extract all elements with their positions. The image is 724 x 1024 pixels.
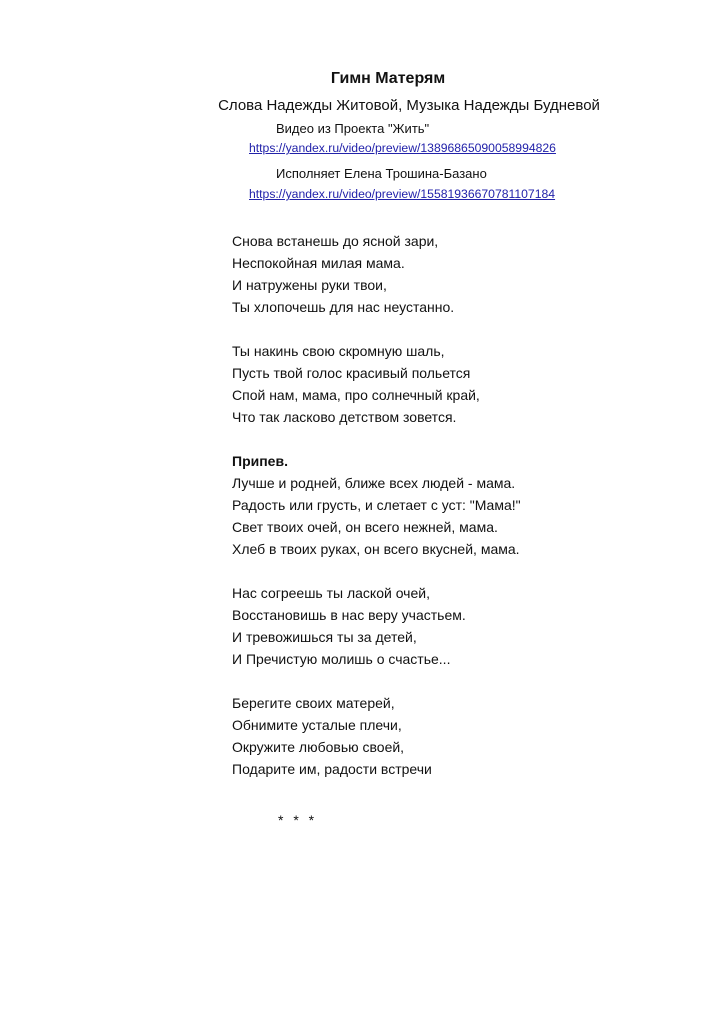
page-title: Гимн Матерям: [330, 70, 446, 87]
lyric-line: Снова встанешь до ясной зари,: [232, 233, 439, 249]
video-label: Видео из Проекта "Жить": [276, 121, 430, 136]
lyric-line: Что так ласково детством зовется.: [232, 409, 457, 425]
lyric-line: И Пречистую молишь о счастье...: [232, 651, 451, 667]
lyric-line: И тревожишься ты за детей,: [232, 629, 417, 645]
section-separator: * * *: [278, 812, 315, 828]
verse-4: [232, 692, 652, 780]
verse-3: [232, 582, 652, 670]
lyric-line: Пусть твой голос красивый польется: [232, 365, 471, 381]
video-link[interactable]: https://yandex.ru/video/preview/13896865090058994826: [249, 141, 556, 155]
verse-1: [232, 230, 652, 318]
lyric-line: Свет твоих очей, он всего нежней, мама.: [232, 519, 498, 535]
lyric-line: Лучше и родней, ближе всех людей - мама.: [232, 475, 516, 491]
performer-link[interactable]: https://yandex.ru/video/preview/15581936670781107184: [249, 187, 556, 201]
chorus-label: Припев.: [232, 453, 288, 469]
authors-line: Слова Надежды Житовой, Музыка Надежды Будневой: [218, 97, 600, 114]
lyric-line: И натружены руки твои,: [232, 277, 387, 293]
lyric-line: Радость или грусть, и слетает с уст: "Мама!": [232, 497, 521, 513]
lyric-line: Подарите им, радости встречи: [232, 761, 432, 777]
chorus: [232, 450, 652, 560]
lyric-line: Ты хлопочешь для нас неустанно.: [232, 299, 455, 315]
lyric-line: Хлеб в твоих руках, он всего вкусней, мама.: [232, 541, 520, 557]
lyric-line: Восстановишь в нас веру участьем.: [232, 607, 466, 623]
lyric-line: Спой нам, мама, про солнечный край,: [232, 387, 480, 403]
lyric-line: Окружите любовью своей,: [232, 739, 405, 755]
lyric-line: Нас согреешь ты лаской очей,: [232, 585, 430, 601]
lyric-line: Неспокойная милая мама.: [232, 255, 405, 271]
lyrics-body: [232, 230, 652, 802]
performer-label: Исполняет Елена Трошина-Базано: [276, 166, 487, 181]
verse-2: [232, 340, 652, 428]
lyric-line: Ты накинь свою скромную шаль,: [232, 343, 445, 359]
lyric-line: Обнимите усталые плечи,: [232, 717, 402, 733]
lyric-line: Берегите своих матерей,: [232, 695, 395, 711]
